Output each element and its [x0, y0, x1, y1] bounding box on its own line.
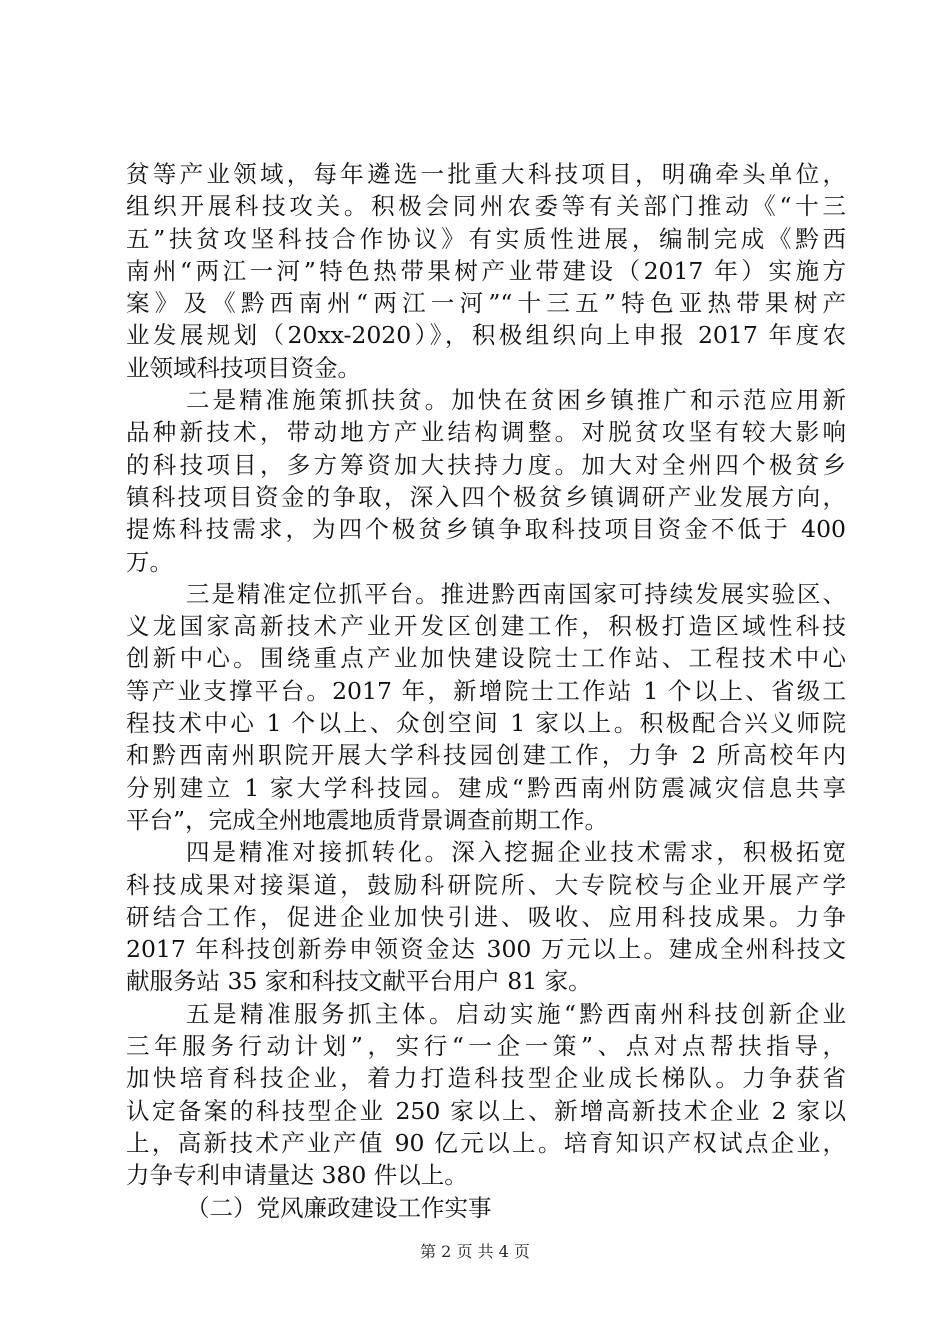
text-line: 品种新技术，带动地方产业结构调整。对脱贫攻坚有较大影响 [126, 418, 846, 447]
paragraph-heading-line: 三是精准定位抓平台。推进黔西南国家可持续发展实验区、 [186, 579, 846, 608]
paragraph-heading-line: 二是精准施策抓扶贫。加快在贫困乡镇推广和示范应用新 [186, 386, 846, 415]
paragraph-heading-line: 五是精准服务抓主体。启动实施“黔西南州科技创新企业 [186, 999, 846, 1028]
text-line: 提炼科技需求，为四个极贫乡镇争取科技项目资金不低于 400 [126, 515, 846, 544]
text-line: 和黔西南州职院开展大学科技园创建工作，力争 2 所高校年内 [126, 741, 846, 770]
text-line: 五”扶贫攻坚科技合作协议》有实质性进展，编制完成《黔西 [126, 224, 846, 253]
text-line: 分别建立 1 家大学科技园。建成“黔西南州防震减灾信息共享 [126, 773, 846, 802]
text-line: 等产业支撑平台。2017 年，新增院士工作站 1 个以上、省级工 [126, 676, 846, 705]
page-number-footer: 第 2 页 共 4 页 [420, 1242, 530, 1261]
text-line: 程技术中心 1 个以上、众创空间 1 家以上。积极配合兴义师院 [126, 709, 846, 738]
text-line: 案》及《黔西南州“两江一河”“十三五”特色亚热带果树产 [126, 289, 846, 318]
text-line: 镇科技项目资金的争取，深入四个极贫乡镇调研产业发展方向， [126, 482, 846, 511]
text-line: 认定备案的科技型企业 250 家以上、新增高新技术企业 2 家以 [126, 1096, 846, 1125]
text-line: 加快培育科技企业，着力打造科技型企业成长梯队。力争获省 [126, 1064, 846, 1093]
text-line: 万。 [126, 547, 173, 576]
text-line: 的科技项目，多方筹资加大扶持力度。加大对全州四个极贫乡 [126, 450, 846, 479]
text-line: 科技成果对接渠道，鼓励科研院所、大专院校与企业开展产学 [126, 870, 846, 899]
section-heading: （二）党风廉政建设工作实事 [186, 1193, 492, 1222]
text-line: 业领域科技项目资金。 [126, 353, 361, 382]
text-line: 2017 年科技创新券申领资金达 300 万元以上。建成全州科技文 [126, 935, 846, 964]
text-line: 力争专利申请量达 380 件以上。 [126, 1161, 468, 1190]
text-line: 贫等产业领域，每年遴选一批重大科技项目，明确牵头单位， [126, 160, 846, 188]
text-line: 业发展规划（20xx-2020）》，积极组织向上申报 2017 年度农 [126, 321, 846, 350]
body-text [126, 158, 846, 1224]
paragraph-heading-line: 四是精准对接抓转化。深入挖掘企业技术需求，积极拓宽 [186, 838, 846, 867]
text-line: 研结合工作，促进企业加快引进、吸收、应用科技成果。力争 [126, 902, 846, 931]
text-line: 三年服务行动计划”，实行“一企一策”、点对点帮扶指导， [126, 1032, 846, 1061]
text-line: 组织开展科技攻关。积极会同州农委等有关部门推动《“十三 [126, 192, 846, 221]
text-line: 义龙国家高新技术产业开发区创建工作，积极打造区域性科技 [126, 612, 846, 641]
text-line: 创新中心。围绕重点产业加快建设院士工作站、工程技术中心 [126, 644, 846, 673]
text-line: 南州“两江一河”特色热带果树产业带建设（2017 年）实施方 [126, 256, 846, 285]
text-line: 上，高新技术产业产值 90 亿元以上。培育知识产权试点企业， [126, 1128, 846, 1157]
text-line: 献服务站 35 家和科技文献平台用户 81 家。 [126, 967, 592, 996]
text-line: 平台”，完成全州地震地质背景调查前期工作。 [126, 805, 609, 834]
